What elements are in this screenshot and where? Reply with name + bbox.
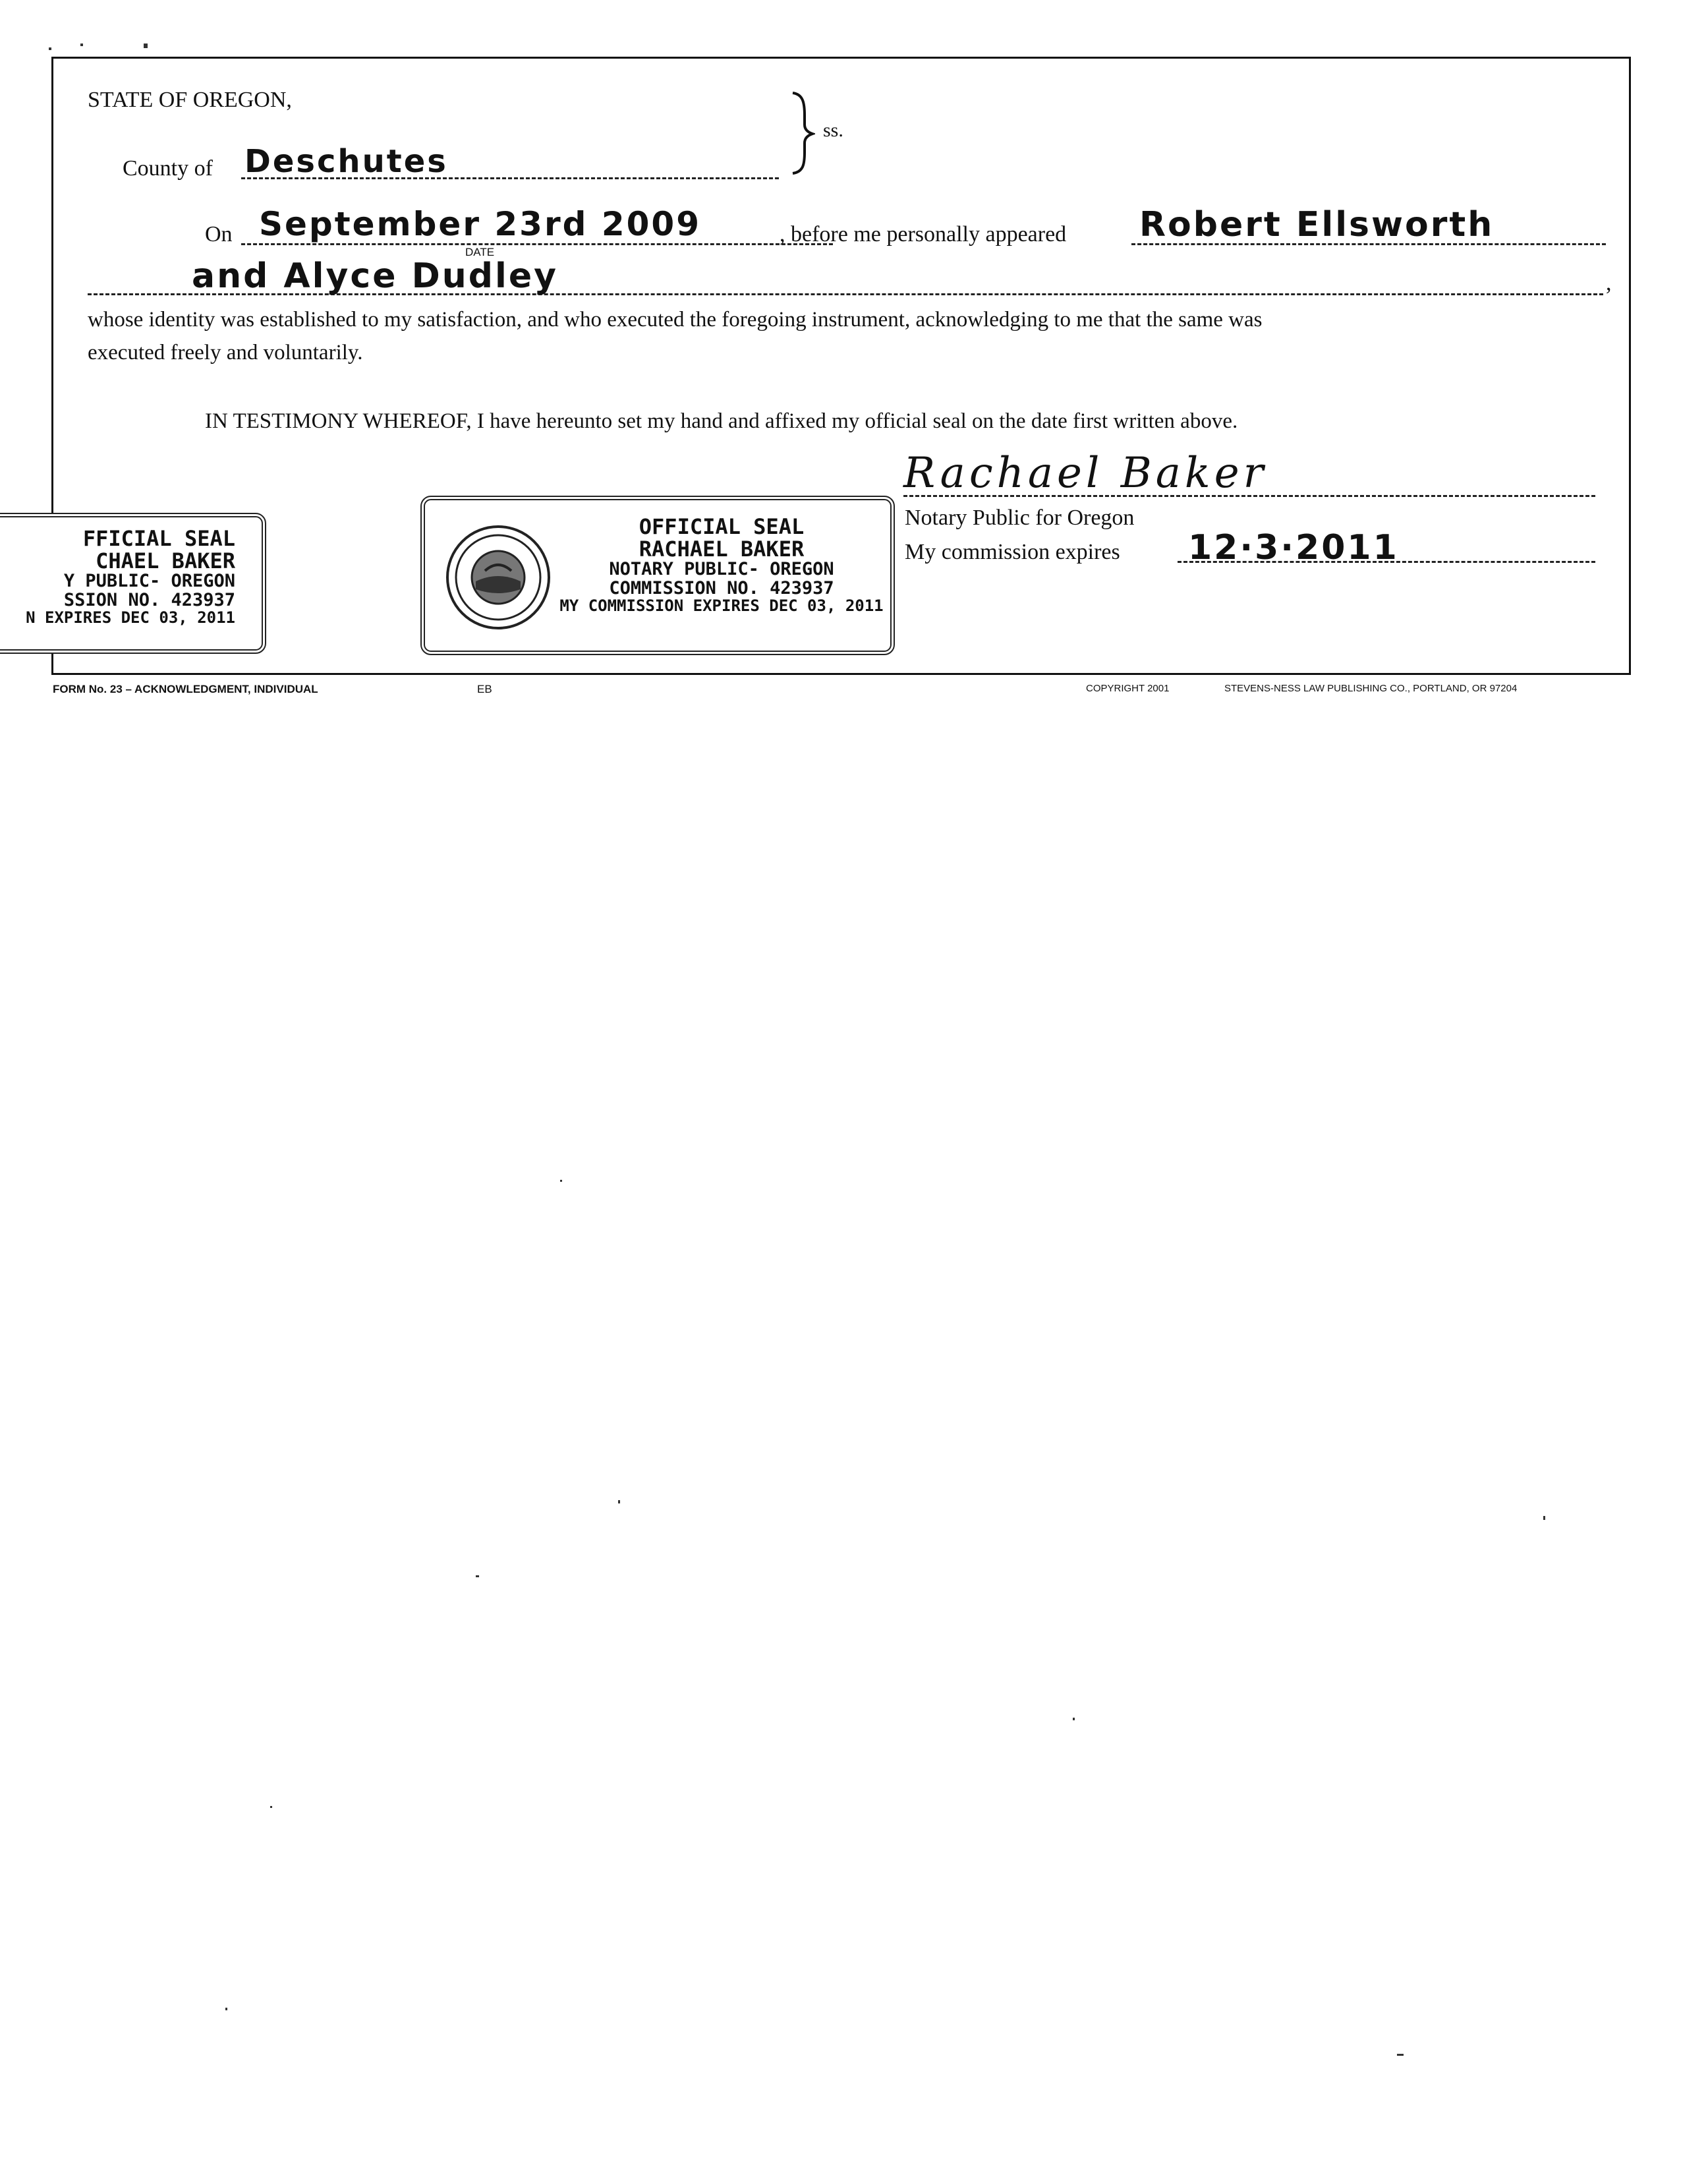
body-line-2: executed freely and voluntarily. [88, 341, 363, 364]
form-initials: EB [477, 683, 492, 695]
scan-mark [49, 47, 51, 50]
commission-label: My commission expires [905, 540, 1120, 564]
scan-speck [560, 1180, 562, 1182]
seal-partial-line-1: FFICIAL SEAL [82, 526, 235, 551]
official-seal-partial [0, 513, 266, 654]
scan-speck [270, 1806, 272, 1808]
scan-speck [225, 2008, 227, 2010]
county-value: Deschutes [244, 143, 448, 180]
seal-commission-no: COMMISSION NO. 423937 [609, 577, 834, 598]
notary-title: Notary Public for Oregon [905, 506, 1135, 530]
seal-partial-line-2: CHAEL BAKER [96, 548, 235, 573]
appeared-label: , before me personally appeared [780, 222, 1067, 247]
commission-value: 12·3·2011 [1188, 528, 1399, 568]
date-line [241, 243, 833, 245]
seal-expires: MY COMMISSION EXPIRES DEC 03, 2011 [559, 596, 884, 615]
scan-mark [144, 44, 148, 48]
county-label: County of [123, 156, 213, 181]
copyright: COPYRIGHT 2001 [1086, 683, 1170, 694]
official-seal [420, 496, 895, 655]
names-comma: , [1606, 271, 1612, 295]
notary-signature: Rachael Baker [903, 449, 1268, 498]
seal-partial-line-3: Y PUBLIC- OREGON [63, 571, 235, 592]
state-heading: STATE OF OREGON, [88, 88, 292, 112]
ss-label: ss. [823, 119, 843, 141]
seal-partial-line-4: SSION NO. 423937 [63, 589, 235, 610]
names-value-1: Robert Ellsworth [1139, 205, 1494, 245]
scan-speck [1073, 1718, 1075, 1720]
names-value-2: and Alyce Dudley [192, 256, 558, 296]
emblem-graphic [452, 531, 544, 624]
scan-speck [476, 1575, 479, 1577]
seal-partial-line-5: N EXPIRES DEC 03, 2011 [26, 608, 235, 627]
scan-speck [618, 1500, 620, 1503]
seal-name: RACHAEL BAKER [639, 536, 805, 562]
on-label: On [205, 222, 233, 247]
scan-speck [1543, 1516, 1545, 1520]
publisher: STEVENS-NESS LAW PUBLISHING CO., PORTLAND, OR 97204 [1224, 683, 1518, 694]
form-name: FORM No. 23 – ACKNOWLEDGMENT, INDIVIDUAL [53, 683, 318, 695]
scan-mark [80, 44, 83, 46]
date-value: September 23rd 2009 [259, 205, 701, 243]
seal-title: OFFICIAL SEAL [639, 514, 805, 539]
bracket-icon [789, 90, 815, 176]
date-caption: DATE [465, 246, 495, 258]
body-line-1: whose identity was established to my satisfaction, and who executed the foregoing instrument, acknowledging to me that the same was [88, 308, 1263, 332]
state-emblem-icon [446, 525, 550, 629]
scan-speck [1397, 2054, 1404, 2056]
testimony-text: IN TESTIMONY WHEREOF, I have hereunto set my hand and affixed my official seal on the date first written above. [205, 409, 1238, 433]
seal-notary: NOTARY PUBLIC- OREGON [609, 559, 834, 580]
